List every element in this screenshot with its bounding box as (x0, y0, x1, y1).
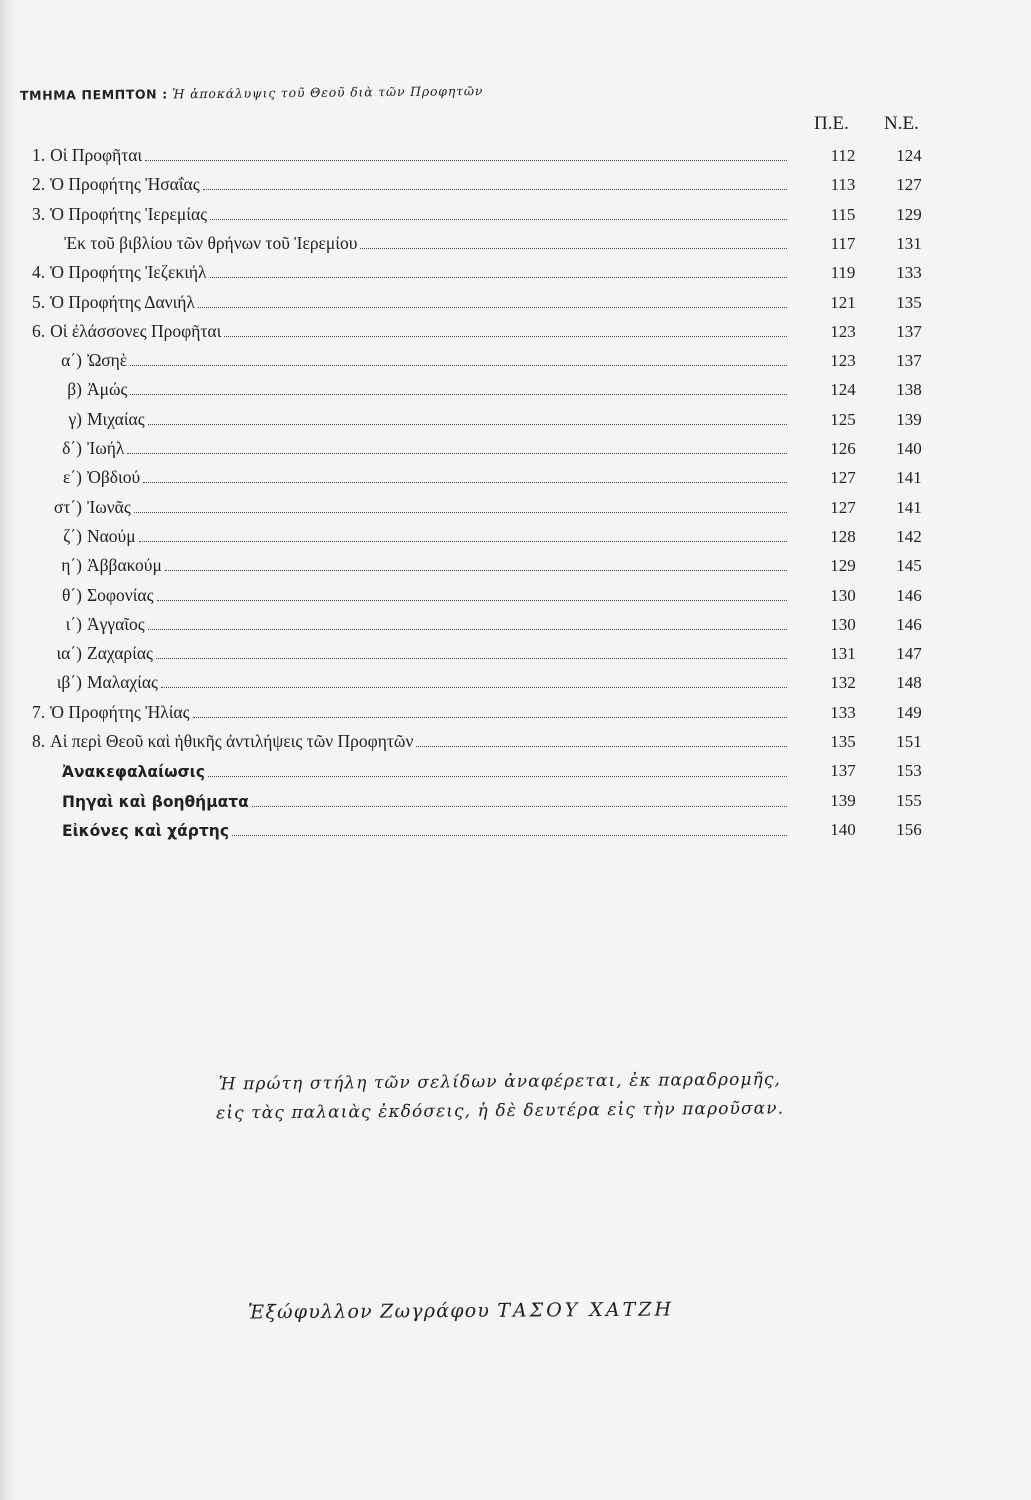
toc-entry (32, 262, 791, 283)
toc-row (0, 347, 1031, 375)
toc-entry-title: Ὠσηὲ (87, 350, 128, 371)
dot-leader (165, 570, 787, 571)
page-old-edition: 139 (830, 790, 856, 810)
edition-note (190, 1065, 810, 1128)
toc-entry (40, 497, 791, 518)
toc-row (0, 699, 1031, 727)
dot-leader (198, 307, 787, 308)
toc-entry-title: Πηγαὶ καὶ βοηθήματα (62, 792, 249, 811)
toc-row (0, 259, 1031, 287)
dot-leader (210, 219, 787, 220)
toc-entry (40, 526, 791, 547)
toc-entry-title: Ὁ Προφήτης Ἱερεμίας (50, 203, 208, 224)
toc-row (0, 728, 1031, 756)
dot-leader (203, 189, 787, 190)
page-new-edition: 127 (896, 175, 922, 195)
toc-row (0, 376, 1031, 404)
toc-entry-title: Οἱ ἐλάσσονες Προφῆται (50, 320, 222, 341)
dot-leader (130, 365, 787, 366)
dot-leader (127, 453, 787, 454)
page-new-edition: 148 (896, 673, 922, 693)
page-new-edition: 146 (896, 614, 922, 634)
toc-entry-number: 6. (32, 320, 46, 341)
page-new-edition: 139 (896, 409, 922, 429)
page-old-edition: 115 (830, 204, 856, 224)
toc-row (0, 611, 1031, 639)
toc-entry-number: ι΄) (65, 613, 82, 634)
section-header (20, 83, 483, 104)
page-new-edition: 140 (896, 439, 922, 458)
toc-entry (40, 350, 791, 371)
toc-row (0, 230, 1031, 258)
toc-row (0, 816, 1031, 844)
toc-entry (32, 321, 791, 342)
toc-entry-number: 4. (32, 262, 46, 283)
page-old-edition: 129 (830, 556, 856, 576)
toc-entry-title: Ἀνακεφαλαίωσις (62, 763, 205, 782)
page-old-edition: 125 (830, 409, 856, 429)
page-new-edition: 129 (896, 204, 922, 224)
toc-entry (40, 467, 791, 488)
toc-entry-number: ια΄) (56, 643, 82, 664)
toc-entry-title: Ναούμ (87, 525, 136, 546)
toc-entry-title: Ἀββακούμ (87, 555, 162, 576)
toc-entry-number: ε΄) (62, 467, 82, 488)
toc-entry (40, 379, 791, 400)
toc-entry-title: Μαλαχίας (87, 672, 158, 693)
toc-row (0, 582, 1031, 610)
section-title: Ἡ ἀποκάλυψις τοῦ Θεοῦ διὰ τῶν Προφητῶν (172, 83, 484, 102)
page-old-edition: 140 (830, 819, 856, 839)
dot-leader (148, 424, 787, 425)
toc-entry-title: Μιχαίας (87, 408, 145, 429)
toc-entry-title: Ἰωήλ (87, 438, 125, 458)
toc-entry-title: Ἰωνᾶς (87, 496, 131, 517)
page-new-edition: 124 (896, 146, 922, 165)
page-new-edition: 153 (896, 761, 922, 781)
page-new-edition: 156 (896, 819, 922, 839)
toc-row (0, 406, 1031, 434)
page-new-edition: 141 (896, 497, 922, 517)
toc-entry-title: Ὁ Προφήτης Δανιήλ (50, 291, 195, 312)
dot-leader (193, 717, 787, 718)
section-label: ΤΜΗΜΑ ΠΕΜΠΤΟΝ : (19, 86, 168, 103)
toc-entry-number: δ΄) (62, 438, 82, 458)
page-new-edition: 146 (896, 585, 922, 605)
page-old-edition: 130 (830, 585, 856, 605)
page-new-edition: 155 (896, 790, 922, 810)
page-old-edition: 123 (830, 351, 856, 371)
toc-row (0, 464, 1031, 492)
toc-entry (40, 643, 791, 664)
dot-leader (148, 629, 787, 630)
toc-entry-number: 8. (32, 731, 46, 751)
dot-leader (134, 512, 787, 513)
dot-leader (156, 658, 787, 659)
toc-row (0, 318, 1031, 346)
toc-entry-number: 3. (32, 203, 46, 224)
cover-credit (248, 1299, 674, 1324)
page-old-edition: 119 (830, 263, 856, 283)
dot-leader (157, 600, 787, 601)
toc-row (0, 757, 1031, 785)
toc-entry (32, 174, 791, 195)
page-new-edition: 147 (896, 644, 922, 664)
toc-entry (40, 555, 791, 576)
toc-row (0, 289, 1031, 317)
page-old-edition: 124 (830, 380, 856, 400)
dot-leader (143, 482, 787, 483)
page-old-edition: 126 (830, 439, 856, 458)
toc-entry-number: θ΄) (61, 584, 82, 605)
toc-entry-title: Ὁ Προφήτης Ἠλίας (50, 701, 190, 722)
toc-entry-number: ζ΄) (63, 525, 82, 546)
toc-entry (32, 731, 791, 752)
dot-leader (161, 687, 787, 688)
page-old-edition: 113 (830, 175, 856, 195)
toc-entry-title: Οἱ Προφῆται (50, 145, 143, 165)
page-old-edition: 133 (830, 702, 856, 722)
toc-entry-title: Αἱ περὶ Θεοῦ καὶ ἠθικῆς ἀντιλήψεις τῶν Προφητῶν (50, 731, 414, 751)
toc-entry-title: Ἐκ τοῦ βιβλίου τῶν θρήνων τοῦ Ἱερεμίου (64, 232, 358, 253)
toc-entry (40, 672, 791, 693)
dot-leader (139, 541, 787, 542)
page-new-edition: 145 (896, 556, 922, 576)
toc-entry (62, 822, 791, 840)
dot-leader (210, 277, 787, 278)
toc-entry-number: η΄) (61, 555, 82, 576)
page-new-edition: 133 (896, 263, 922, 283)
toc-entry (62, 793, 791, 811)
toc-row (0, 171, 1031, 199)
toc-entry-title: Ἀμώς (87, 379, 128, 400)
page-new-edition: 137 (896, 321, 922, 341)
dot-leader (224, 336, 787, 337)
column-header-old-edition: Π.Ε. (814, 113, 849, 134)
toc-entry (32, 702, 791, 723)
page-new-edition: 131 (896, 233, 922, 253)
page-old-edition: 117 (830, 233, 856, 253)
page-new-edition: 151 (896, 732, 922, 751)
toc-entry-title: Εἰκόνες καὶ χάρτης (62, 821, 230, 840)
toc-entry-number: β) (67, 379, 82, 400)
toc-entry-number: στ΄) (53, 496, 82, 517)
toc-row (0, 640, 1031, 668)
page-old-edition: 137 (830, 761, 856, 781)
dot-leader (416, 746, 787, 747)
page-new-edition: 141 (896, 468, 922, 488)
toc-entry (62, 763, 791, 781)
page-old-edition: 127 (830, 497, 856, 517)
toc-entry-title: Ὁ Προφήτης Ἰεζεκιήλ (50, 262, 207, 283)
column-headers (812, 113, 942, 139)
toc-row (0, 494, 1031, 522)
toc-row (0, 523, 1031, 551)
page-new-edition: 142 (896, 526, 922, 546)
page-old-edition: 132 (830, 673, 856, 693)
toc-entry-number: 5. (32, 291, 46, 312)
page-old-edition: 130 (830, 614, 856, 634)
toc-entry (32, 145, 791, 166)
toc-entry-title: Ὁ Προφήτης Ἠσαΐας (50, 174, 200, 195)
edition-note-line-1: Ἡ πρώτη στήλη τῶν σελίδων ἀναφέρεται, ἐκ παραδρομῆς, (218, 1069, 782, 1095)
page-old-edition: 131 (830, 644, 856, 664)
page-old-edition: 112 (830, 146, 856, 165)
page-old-edition: 128 (830, 526, 856, 546)
page-old-edition: 135 (830, 732, 856, 751)
dot-leader (252, 806, 787, 807)
dot-leader (130, 394, 787, 395)
toc-entry-number: 2. (32, 174, 46, 195)
toc-entry-title: Σοφονίας (87, 584, 154, 605)
edition-note-line-2: εἰς τὰς παλαιὰς ἐκδόσεις, ἡ δὲ δευτέρα εἰς τὴν παροῦσαν. (215, 1098, 785, 1124)
toc-row (0, 787, 1031, 815)
page-new-edition: 137 (896, 351, 922, 371)
toc-entry-number: 7. (32, 701, 46, 722)
toc-entry-number: 1. (32, 145, 46, 165)
toc-entry (32, 292, 791, 313)
page-new-edition: 135 (896, 292, 922, 312)
toc-row (0, 669, 1031, 697)
page-new-edition: 149 (896, 702, 922, 722)
toc-entry-number: ιβ΄) (56, 672, 82, 693)
dot-leader (208, 776, 787, 777)
toc-entry (64, 233, 791, 254)
toc-entry-title: Ὀβδιού (87, 467, 141, 488)
toc-entry (40, 585, 791, 606)
toc-entry-title: Ἀγγαῖος (87, 613, 145, 634)
toc-row (0, 201, 1031, 229)
dot-leader (360, 248, 787, 249)
page-old-edition: 121 (830, 292, 856, 312)
dot-leader (145, 160, 787, 161)
page-old-edition: 127 (830, 468, 856, 488)
toc-entry-number: α΄) (61, 350, 82, 371)
cover-credit-artist: ΤΑΣΟΥ ΧΑΤΖΗ (497, 1298, 675, 1322)
toc-entry (40, 438, 791, 459)
toc-row (0, 552, 1031, 580)
page-new-edition: 138 (896, 380, 922, 400)
toc-row (0, 142, 1031, 170)
toc-entry (40, 409, 791, 430)
column-header-new-edition: Ν.Ε. (884, 113, 919, 134)
toc-entry-title: Ζαχαρίας (87, 643, 153, 664)
cover-credit-prefix: Ἐξώφυλλον Ζωγράφου (247, 1299, 491, 1324)
toc-row (0, 435, 1031, 463)
toc-entry (40, 614, 791, 635)
toc-entry-number: γ) (68, 408, 82, 429)
toc-entry (32, 204, 791, 225)
dot-leader (232, 835, 787, 836)
page-old-edition: 123 (830, 321, 856, 341)
